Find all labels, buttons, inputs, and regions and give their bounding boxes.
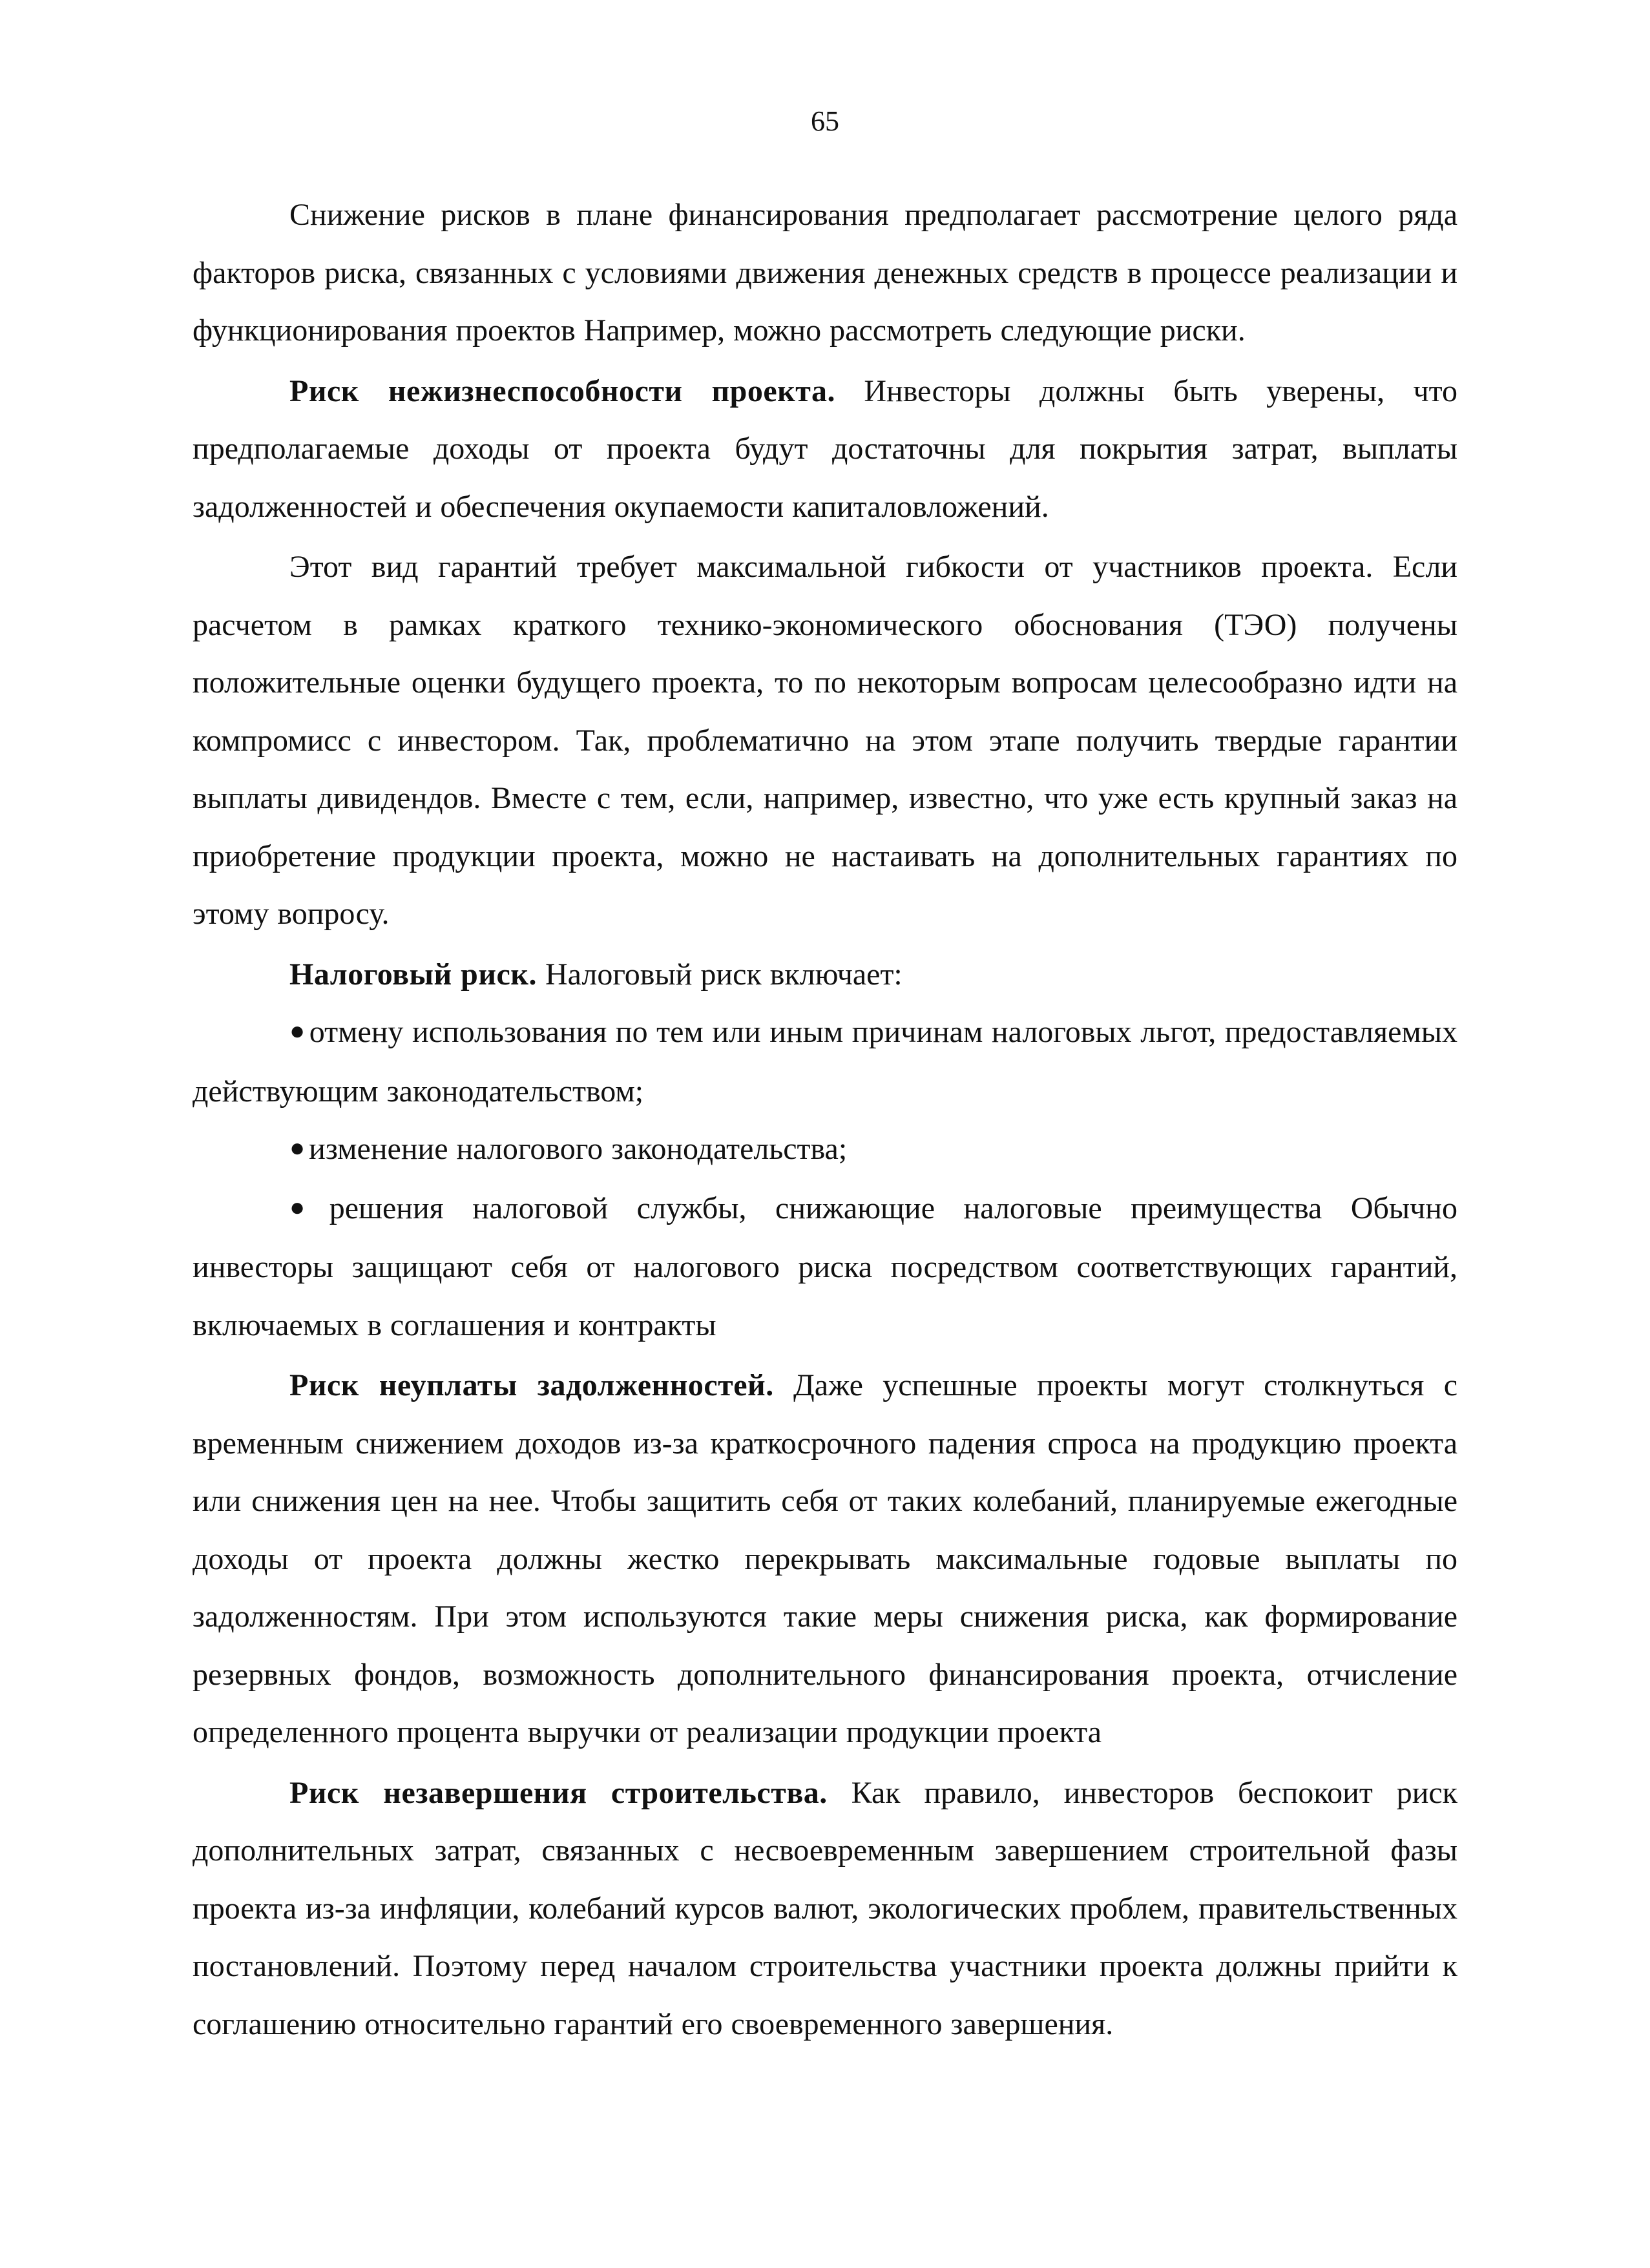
guarantees-paragraph: Этот вид гарантий требует максимальной гибкости от участников проекта. Если расчетом в рамках краткого технико-экономического обоснования (ТЭО) получены положительные оценки будущего проекта, то по некоторым вопросам целесообразно идти на компромисс с инвестором. Так, проблематично на этом этапе получить твердые гарантии выплаты дивидендов. Вместе с тем, если, например, известно, что уже есть крупный заказ на приобретение продукции проекта, можно не настаивать на дополнительных гарантиях по этому вопросу. [193,550,1457,931]
bullet-icon: ● [289,1192,326,1222]
viability-risk-term: Риск нежизнеспособности проекта. [289,373,835,408]
viability-risk-text: Инвесторы должны быть уверены, что предполагаемые доходы от проекта будут достаточны для покрытия затрат, выплаты задолженностей и обеспечения окупаемости капиталовложений. [193,373,1457,524]
tax-risk-term: Налоговый риск. [289,957,537,992]
viability-risk-paragraph [193,362,1457,536]
debt-risk-term: Риск неуплаты задолженностей. [289,1368,774,1402]
bullet-icon: ● [289,1016,306,1045]
debt-risk-text: Даже успешные проекты могут столкнуться с временным снижением доходов из-за краткосрочного падения спроса на продукцию проекта или снижения цен на нее. Чтобы защитить себя от таких колебаний, планируемые ежегодные доходы от проекта должны жестко перекрывать максимальные годовые выплаты по задолженностям. При этом используются такие меры снижения риска, как формирование резервных фондов, возможность дополнительного финансирования проекта, отчисление определенного процента выручки от реализации продукции проекта [193,1368,1457,1749]
list-item [193,1180,1457,1355]
tax-bullet-text: изменение налогового законодательства; [309,1132,848,1166]
construction-risk-term: Риск незавершения строительства. [289,1775,828,1810]
intro-paragraph: Снижение рисков в плане финансирования предполагает рассмотрение целого ряда факторов риска, связанных с условиями движения денежных средств в процессе реализации и функционирования проектов Например, можно рассмотреть следующие риски. [193,198,1457,348]
list-item [193,1120,1457,1180]
bullet-icon: ● [289,1133,306,1162]
body-text [193,186,1457,2053]
page-number: 65 [811,105,839,137]
construction-risk-text: Как правило, инвесторов беспокоит риск дополнительных затрат, связанных с несвоевременным завершением строительной фазы проекта из-за инфляции, колебаний курсов валют, экологических проблем, правительственных постановлений. Поэтому перед началом строительства участники проекта должны прийти к соглашению относительно гарантий его своевременного завершения. [193,1775,1458,2041]
list-item [193,1003,1457,1120]
tax-risk-text: Налоговый риск включает: [536,957,903,992]
construction-risk-paragraph [193,1764,1457,2054]
tax-bullet-text: отмену использования по тем или иным причинам налоговых льгот, предоставляемых действующим законодательством; [193,1015,1457,1108]
tax-risk-paragraph [193,946,1457,1004]
tax-bullet-text: решения налоговой службы, снижающие налоговые преимущества Обычно инвесторы защищают себя от налогового риска посредством соответствующих гарантий, включаемых в соглашения и контракты [193,1191,1457,1342]
debt-risk-paragraph [193,1357,1457,1762]
